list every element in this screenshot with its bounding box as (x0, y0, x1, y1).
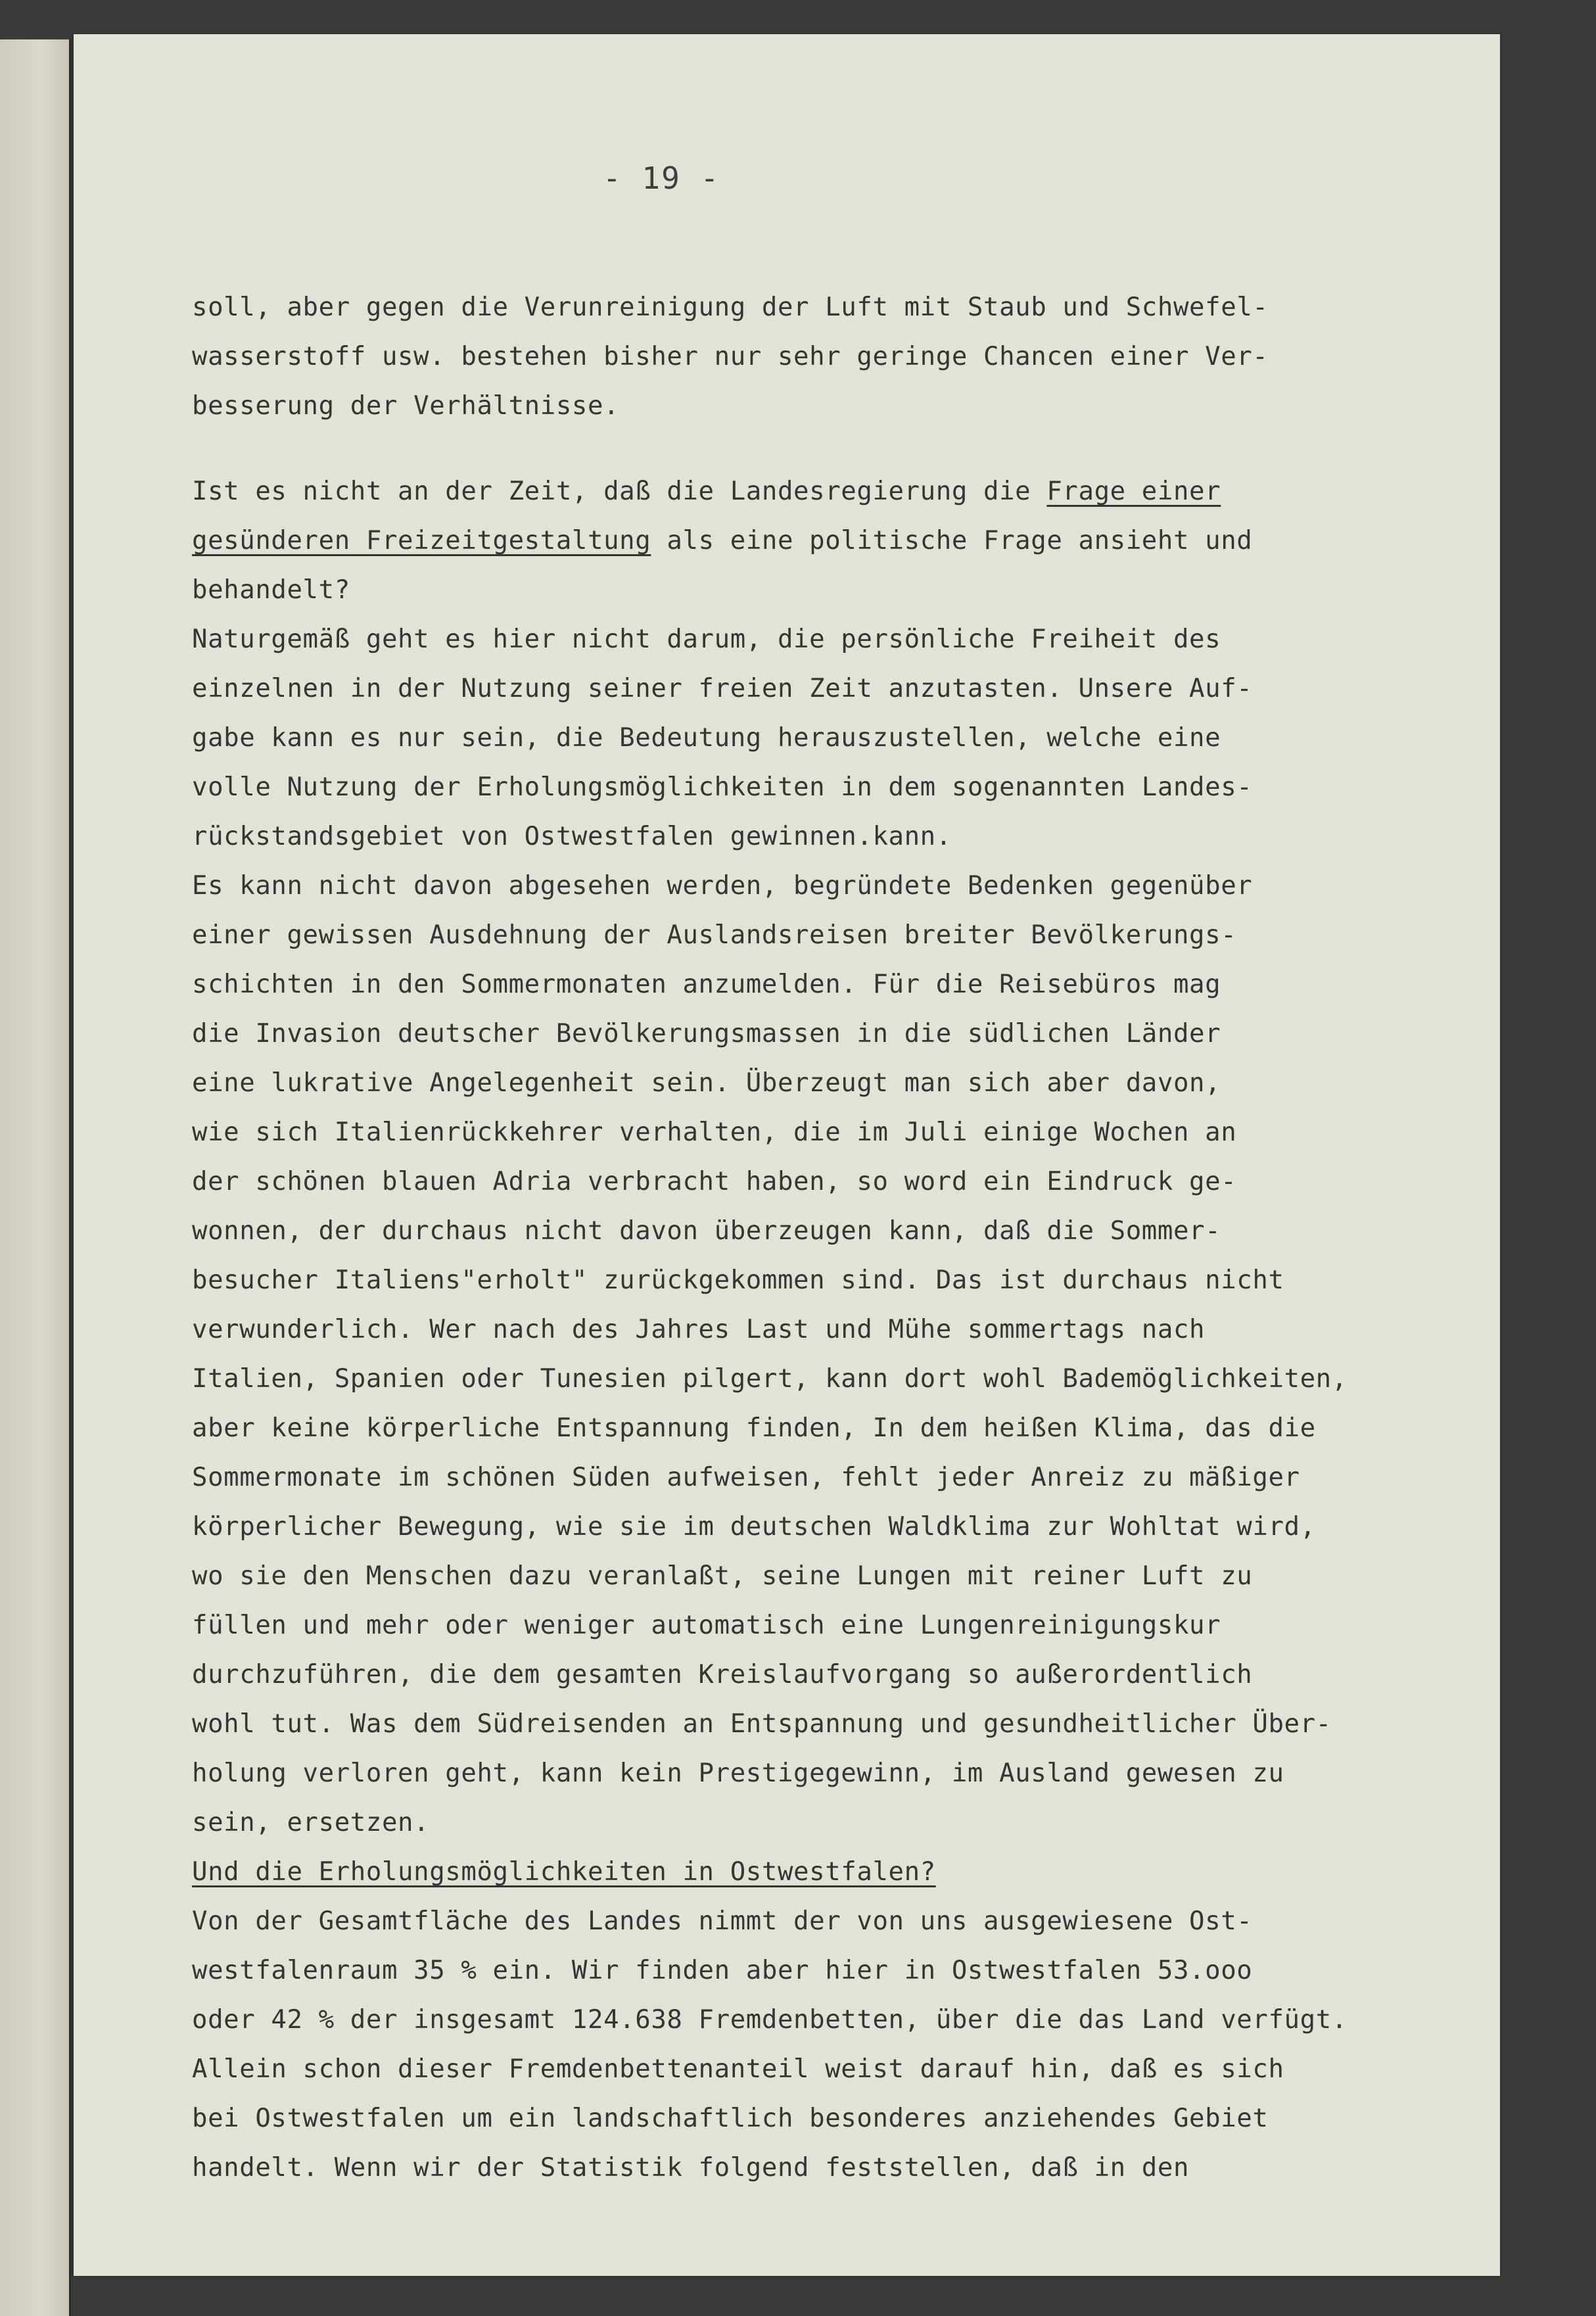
text-line: Es kann nicht davon abgesehen werden, begründete Bedenken gegenüber (192, 871, 1253, 901)
page-body (192, 283, 1493, 2192)
text-line: holung verloren geht, kann kein Prestigegewinn, im Ausland gewesen zu (192, 1759, 1284, 1788)
text-line: sein, ersetzen. (192, 1808, 430, 1837)
underlined-phrase: Frage einer (1046, 477, 1221, 506)
text-line: einzelnen in der Nutzung seiner freien Zeit anzutasten. Unsere Auf- (192, 674, 1253, 703)
underlined-phrase: gesünderen Freizeitgestaltung (192, 526, 651, 555)
text-line: körperlicher Bewegung, wie sie im deutschen Waldklima zur Wohltat wird, (192, 1512, 1316, 1542)
text-line: wie sich Italienrückkehrer verhalten, die im Juli einige Wochen an (192, 1118, 1237, 1147)
text-line: der schönen blauen Adria verbracht haben, so word ein Eindruck ge- (192, 1167, 1237, 1196)
text-line: Naturgemäß geht es hier nicht darum, die persönliche Freiheit des (192, 625, 1221, 654)
text-line: wo sie den Menschen dazu veranlaßt, seine Lungen mit reiner Luft zu (192, 1561, 1253, 1591)
text-line: besucher Italiens"erholt" zurückgekommen sind. Das ist durchaus nicht (192, 1265, 1284, 1295)
text-line: oder 42 % der insgesamt 124.638 Fremdenbetten, über die das Land verfügt. (192, 2005, 1348, 2035)
text-line: gabe kann es nur sein, die Bedeutung herauszustellen, welche eine (192, 723, 1221, 753)
text-line: schichten in den Sommermonaten anzumelden. Für die Reisebüros mag (192, 970, 1221, 999)
text-line: eine lukrative Angelegenheit sein. Überzeugt man sich aber davon, (192, 1068, 1221, 1098)
text-span: Ist es nicht an der Zeit, daß die Landesregierung die (192, 477, 1047, 506)
text-line: volle Nutzung der Erholungsmöglichkeiten in dem sogenannten Landes- (192, 772, 1253, 802)
text-line: verwunderlich. Wer nach des Jahres Last und Mühe sommertags nach (192, 1315, 1206, 1344)
text-line: wasserstoff usw. bestehen bisher nur sehr geringe Chancen einer Ver- (192, 342, 1269, 371)
section-heading-text: Und die Erholungsmöglichkeiten in Ostwestfalen? (192, 1857, 936, 1887)
text-line: füllen und mehr oder weniger automatisch eine Lungenreinigungskur (192, 1611, 1221, 1640)
text-line: westfalenraum 35 % ein. Wir finden aber hier in Ostwestfalen 53.ooo (192, 1956, 1253, 1985)
text-line: Von der Gesamtfläche des Landes nimmt der von uns ausgewiesene Ost- (192, 1906, 1253, 1936)
text-line: einer gewissen Ausdehnung der Auslandsreisen breiter Bevölkerungs- (192, 920, 1237, 950)
text-line: Italien, Spanien oder Tunesien pilgert, kann dort wohl Bademöglichkeiten, (192, 1364, 1348, 1394)
document-page (74, 34, 1500, 2276)
text-span: als eine politische Frage ansieht und (651, 526, 1253, 555)
text-line: Sommermonate im schönen Süden aufweisen, fehlt jeder Anreiz zu mäßiger (192, 1463, 1300, 1492)
text-line: soll, aber gegen die Verunreinigung der Luft mit Staub und Schwefel- (192, 293, 1269, 322)
text-line: bei Ostwestfalen um ein landschaftlich besonderes anziehendes Gebiet (192, 2104, 1269, 2133)
text-line: besserung der Verhältnisse. (192, 391, 620, 421)
text-line: handelt. Wenn wir der Statistik folgend feststellen, daß in den (192, 2153, 1190, 2183)
previous-page-edge (0, 39, 71, 2316)
text-line: behandelt? (192, 575, 350, 605)
page-number: - 19 - (603, 160, 720, 196)
text-line: aber keine körperliche Entspannung finden, In dem heißen Klima, das die (192, 1413, 1316, 1443)
question-line-1 (192, 467, 1493, 516)
text-line: die Invasion deutscher Bevölkerungsmassen in die südlichen Länder (192, 1019, 1221, 1049)
text-line: wonnen, der durchaus nicht davon überzeugen kann, daß die Sommer- (192, 1216, 1221, 1246)
text-line: wohl tut. Was dem Südreisenden an Entspannung und gesundheitlicher Über- (192, 1709, 1332, 1739)
question-line-2 (192, 516, 1493, 565)
text-line: Allein schon dieser Fremdenbettenanteil weist darauf hin, daß es sich (192, 2054, 1284, 2084)
section-heading (192, 1847, 1493, 1897)
text-line: rückstandsgebiet von Ostwestfalen gewinnen.kann. (192, 822, 952, 851)
text-line: durchzuführen, die dem gesamten Kreislaufvorgang so außerordentlich (192, 1660, 1253, 1690)
